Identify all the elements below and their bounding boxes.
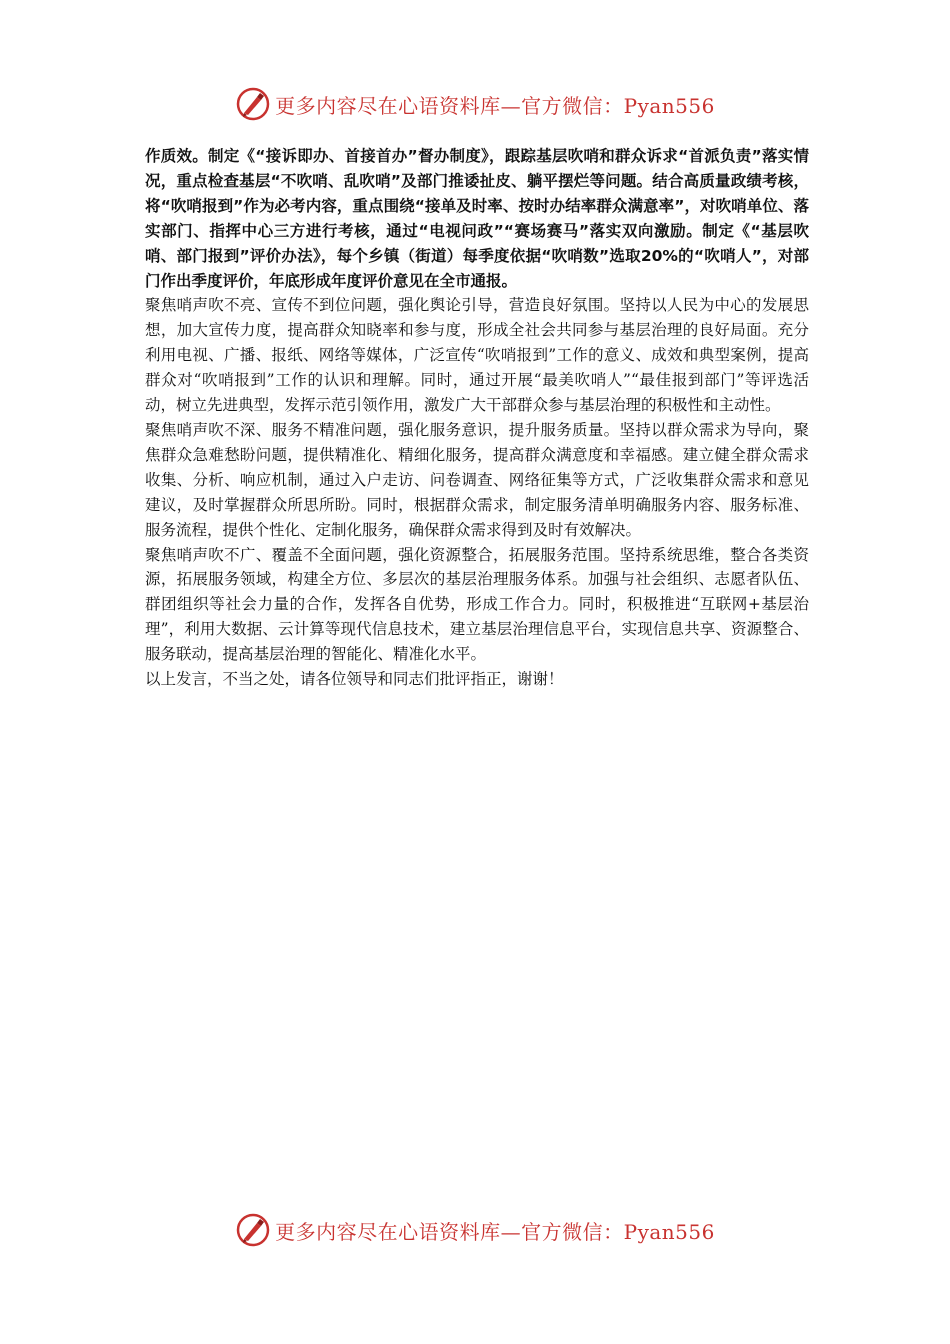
paragraph-2: 聚焦哨声吹不亮、宣传不到位问题，强化舆论引导，营造良好氛围。坚持以人民为中心的发展思想，加大宣传力度，提高群众知晓率和参与度，形成全社会共同参与基层治理的良好局面。充分利用电视、广播、报纸、网络等媒体，广泛宣传“吹哨报到”工作的意义、成效和典型案例，提高群众对“吹哨报到”工作的认识和理解。同时，通过开展“最美吹哨人”“最佳报到部门”等评选活动，树立先进典型，发挥示范引领作用，激发广大干部群众参与基层治理的积极性和主动性。 [145, 296, 809, 415]
banner-text: 更多内容尽在心语资料库—官方微信：Pyan556 [275, 1219, 715, 1244]
pen-logo-icon [235, 86, 271, 122]
paragraph-1: 作质效。制定《“接诉即办、首接首办”督办制度》，跟踪基层吹哨和群众诉求“首派负责”落实情况，重点检查基层“不吹哨、乱吹哨”及部门推诿扯皮、躺平摆烂等问题。结合高质量政绩考核，将“吹哨报到”作为必考内容，重点围绕“接单及时率、按时办结率群众满意率”，对吹哨单位、落实部门、指挥中心三方进行考核，通过“电视问政”“赛场赛马”落实双向激励。制定《“基层吹哨、部门报到”评价办法》，每个乡镇（街道）每季度依据“吹哨数”选取20%的“吹哨人”，对部门作出季度评价，年底形成年度评价意见在全市通报。 [145, 147, 809, 290]
banner-text: 更多内容尽在心语资料库—官方微信：Pyan556 [275, 93, 715, 118]
header-banner [0, 84, 950, 124]
footer-banner [0, 1210, 950, 1250]
pen-logo-icon [235, 1212, 271, 1248]
paragraph-4: 聚焦哨声吹不广、覆盖不全面问题，强化资源整合，拓展服务范围。坚持系统思维，整合各类资源，拓展服务领域，构建全方位、多层次的基层治理服务体系。加强与社会组织、志愿者队伍、群团组织等社会力量的合作，发挥各自优势，形成工作合力。同时，积极推进“互联网+基层治理”，利用大数据、云计算等现代信息技术，建立基层治理信息平台，实现信息共享、资源整合、服务联动，提高基层治理的智能化、精准化水平。 [145, 545, 809, 664]
paragraph-3: 聚焦哨声吹不深、服务不精准问题，强化服务意识，提升服务质量。坚持以群众需求为导向，聚焦群众急难愁盼问题，提供精准化、精细化服务，提高群众满意度和幸福感。建立健全群众需求收集、分析、响应机制，通过入户走访、问卷调查、网络征集等方式，广泛收集群众需求和意见建议，及时掌握群众所思所盼。同时，根据群众需求，制定服务清单明确服务内容、服务标准、服务流程，提供个性化、定制化服务，确保群众需求得到及时有效解决。 [145, 420, 809, 539]
document-body [145, 144, 809, 692]
paragraph-5: 以上发言，不当之处，请各位领导和同志们批评指正，谢谢！ [145, 670, 564, 689]
